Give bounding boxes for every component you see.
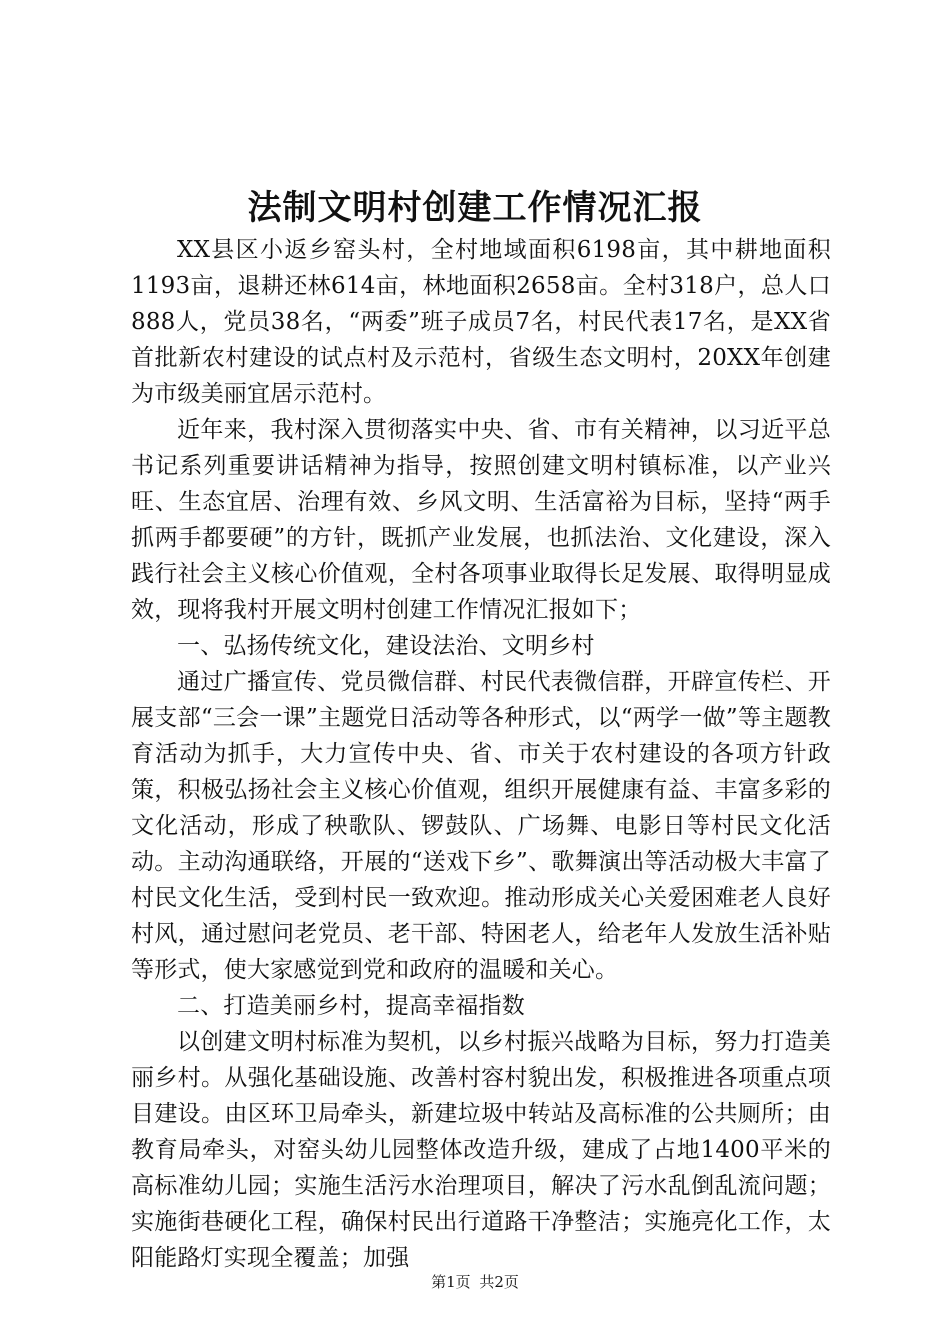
page-total: 共2页 <box>479 1273 519 1291</box>
paragraph-overview: 近年来，我村深入贯彻落实中央、省、市有关精神，以习近平总书记系列重要讲话精神为指导，按照创建文明村镇标准，以产业兴旺、生态宜居、治理有效、乡风文明、生活富裕为目标，坚持“两手抓两手都要硬”的方针，既抓产业发展，也抓法治、文化建设，深入践行社会主义核心价值观，全村各项事业取得长足发展、取得明显成效，现将我村开展文明村创建工作情况汇报如下； <box>131 417 831 623</box>
document-title: 法制文明村创建工作情况汇报 <box>247 188 703 228</box>
page-footer <box>0 1272 950 1292</box>
paragraph-section-2: 以创建文明村标准为契机，以乡村振兴战略为目标，努力打造美丽乡村。从强化基础设施、改善村容村貌出发，积极推进各项重点项目建设。由区环卫局牵头，新建垃圾中转站及高标准的公共厕所；由教育局牵头，对窑头幼儿园整体改造升级，建成了占地1400平米的高标准幼儿园；实施生活污水治理项目，解决了污水乱倒乱流问题；实施街巷硬化工程，确保村民出行道路干净整洁；实施亮化工作，太阳能路灯实现全覆盖；加强 <box>131 1029 831 1271</box>
paragraph-section-1: 通过广播宣传、党员微信群、村民代表微信群，开辟宣传栏、开展支部“三会一课”主题党日活动等各种形式，以“两学一做”等主题教育活动为抓手，大力宣传中央、省、市关于农村建设的各项方针政策，积极弘扬社会主义核心价值观，组织开展健康有益、丰富多彩的文化活动，形成了秧歌队、锣鼓队、广场舞、电影日等村民文化活动。主动沟通联络，开展的“送戏下乡”、歌舞演出等活动极大丰富了村民文化生活，受到村民一致欢迎。推动形成关心关爱困难老人良好村风，通过慰问老党员、老干部、特困老人，给老年人发放生活补贴等形式，使大家感觉到党和政府的温暖和关心。 <box>131 669 831 983</box>
paragraph-intro: XX县区小返乡窑头村，全村地域面积6198亩，其中耕地面积1193亩，退耕还林614亩，林地面积2658亩。全村318户，总人口888人，党员38名，“两委”班子成员7名，村民代表17名，是XX省首批新农村建设的试点村及示范村，省级生态文明村，20XX年创建为市级美丽宜居示范村。 <box>131 237 831 407</box>
document-body <box>131 232 831 1276</box>
section-heading-1: 一、弘扬传统文化，建设法治、文明乡村 <box>177 633 595 659</box>
page-number: 第1页 <box>431 1273 471 1291</box>
section-heading-2: 二、打造美丽乡村，提高幸福指数 <box>177 993 525 1019</box>
